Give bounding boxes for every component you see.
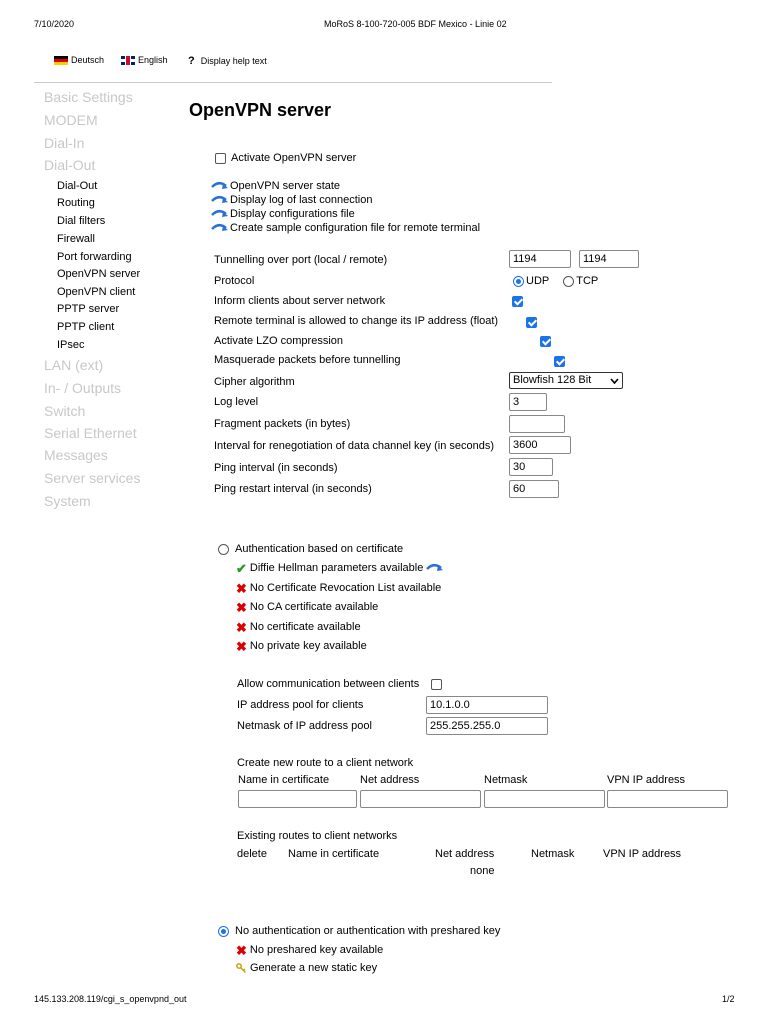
cipher-select-value: Blowfish 128 Bit (513, 374, 592, 386)
nav-sub-pptp-server[interactable]: PPTP server (57, 303, 120, 315)
cipher-select[interactable] (509, 372, 623, 389)
existing-routes-empty: none (470, 865, 495, 877)
existing-col-delete: delete (237, 848, 267, 860)
log-level-input[interactable]: 3 (509, 393, 547, 411)
generate-key-link[interactable] (236, 962, 377, 974)
ip-pool-input[interactable]: 10.1.0.0 (426, 696, 548, 714)
status-cert (236, 621, 361, 633)
nav-sub-routing[interactable]: Routing (57, 197, 95, 209)
generate-key-label: Generate a new static key (250, 962, 378, 974)
status-ca (236, 601, 378, 613)
ping-label: Ping interval (in seconds) (214, 462, 338, 474)
netmask-input[interactable]: 255.255.255.0 (426, 717, 548, 735)
activate-openvpn-label: Activate OpenVPN server (231, 152, 357, 164)
ping-restart-label: Ping restart interval (in seconds) (214, 483, 372, 495)
status-cert-text: No certificate available (249, 621, 361, 633)
link-display-log-label: Display log of last connection (230, 194, 373, 206)
new-route-col-net: Net address (360, 774, 420, 786)
cipher-label: Cipher algorithm (214, 376, 295, 388)
status-crl-text: No Certificate Revocation List available (249, 582, 442, 594)
ping-input[interactable]: 30 (509, 458, 553, 476)
inform-clients-label: Inform clients about server network (214, 295, 386, 307)
nav-server-services[interactable]: Server services (44, 470, 141, 486)
new-route-netmask-input[interactable] (484, 790, 605, 808)
masquerade-label: Masquerade packets before tunnelling (214, 354, 401, 366)
new-route-col-name: Name in certificate (238, 774, 330, 786)
new-route-title: Create new route to a client network (237, 757, 414, 769)
new-route-col-netmask: Netmask (484, 774, 528, 786)
link-create-sample-label: Create sample configuration file for remote terminal (230, 222, 481, 234)
netmask-label: Netmask of IP address pool (237, 720, 372, 732)
cross-icon: ✖ (236, 619, 247, 635)
new-route-vpn-ip-input[interactable] (607, 790, 728, 808)
protocol-udp-radio[interactable] (513, 276, 524, 287)
blue-arrow-icon (211, 195, 229, 205)
help-link[interactable] (188, 55, 267, 67)
nav-sub-dial-out[interactable]: Dial-Out (57, 180, 98, 192)
status-dh (236, 562, 444, 574)
print-page-number: 1/2 (722, 994, 735, 1004)
status-ca-text: No CA certificate available (249, 601, 379, 613)
protocol-udp-label: UDP (526, 275, 550, 287)
new-route-name-input[interactable] (238, 790, 357, 808)
nav-system[interactable]: System (44, 493, 91, 509)
nav-sub-pptp-client[interactable]: PPTP client (57, 321, 115, 333)
renegotiation-input[interactable]: 3600 (509, 436, 571, 454)
nav-dial-out[interactable]: Dial-Out (44, 157, 96, 173)
protocol-label: Protocol (214, 275, 255, 287)
ip-pool-label: IP address pool for clients (237, 699, 364, 711)
nav-lan-ext[interactable]: LAN (ext) (44, 357, 104, 373)
nav-switch[interactable]: Switch (44, 403, 86, 419)
ping-restart-input[interactable]: 60 (509, 480, 559, 498)
existing-col-netmask: Netmask (531, 848, 575, 860)
print-title: MoRoS 8-100-720-005 BDF Mexico - Linie 02 (324, 19, 507, 29)
blue-arrow-icon (211, 223, 229, 233)
protocol-tcp-label: TCP (576, 275, 599, 287)
lzo-checkbox[interactable] (540, 336, 551, 347)
cross-icon: ✖ (236, 942, 247, 958)
key-icon (236, 963, 247, 974)
nav-sub-firewall[interactable]: Firewall (57, 233, 95, 245)
link-server-state-label: OpenVPN server state (230, 180, 341, 192)
cross-icon: ✖ (236, 638, 247, 654)
blue-arrow-icon[interactable] (426, 563, 444, 573)
nav-basic-settings[interactable]: Basic Settings (44, 89, 133, 105)
psk-auth-label: No authentication or authentication with preshared key (235, 925, 501, 937)
nav-sub-port-forwarding[interactable]: Port forwarding (57, 251, 132, 263)
lang-english-link[interactable] (121, 55, 168, 65)
masquerade-checkbox[interactable] (554, 356, 565, 367)
nav-in-outputs[interactable]: In- / Outputs (44, 380, 122, 396)
cert-auth-radio[interactable] (218, 544, 229, 555)
lang-deutsch-label: Deutsch (71, 55, 105, 65)
status-psk-text: No preshared key available (249, 944, 384, 956)
cross-icon: ✖ (236, 599, 247, 615)
lang-english-label: English (138, 55, 168, 65)
fragment-label: Fragment packets (in bytes) (214, 418, 351, 430)
print-url: 145.133.208.119/cgi_s_openvpnd_out (34, 994, 187, 1004)
tunnel-port-remote-input[interactable]: 1194 (579, 250, 639, 268)
inform-clients-checkbox[interactable] (512, 296, 523, 307)
nav-sub-openvpn-server[interactable]: OpenVPN server (57, 268, 141, 280)
chevron-down-icon (610, 378, 619, 384)
existing-col-name: Name in certificate (288, 848, 380, 860)
activate-openvpn-checkbox[interactable] (215, 153, 226, 164)
help-icon: ? (188, 55, 195, 67)
status-dh-text: Diffie Hellman parameters available (249, 562, 424, 574)
existing-col-vpn-ip: VPN IP address (603, 848, 682, 860)
status-psk (236, 944, 383, 956)
help-label: Display help text (200, 56, 267, 66)
renegotiation-label: Interval for renegotiation of data channel key (in seconds) (214, 440, 495, 452)
link-display-config[interactable] (211, 208, 355, 220)
lzo-label: Activate LZO compression (214, 335, 343, 347)
nav-dial-in[interactable]: Dial-In (44, 135, 85, 151)
log-level-label: Log level (214, 396, 259, 408)
link-create-sample[interactable] (211, 222, 480, 234)
print-date: 7/10/2020 (34, 19, 75, 29)
tunnel-port-label: Tunnelling over port (local / remote) (214, 254, 388, 266)
float-checkbox[interactable] (526, 317, 537, 328)
status-crl (236, 582, 441, 594)
german-flag-icon (54, 56, 68, 65)
status-key-text: No private key available (249, 640, 367, 652)
existing-routes-title: Existing routes to client networks (237, 830, 398, 842)
float-label: Remote terminal is allowed to change its IP address (float) (214, 315, 499, 327)
tunnel-port-local-input[interactable]: 1194 (509, 250, 571, 268)
nav-modem[interactable]: MODEM (44, 112, 98, 128)
link-display-config-label: Display configurations file (230, 208, 355, 220)
blue-arrow-icon (211, 181, 229, 191)
cert-auth-label: Authentication based on certificate (235, 543, 404, 555)
new-route-net-input[interactable] (360, 790, 481, 808)
page-title: OpenVPN server (189, 100, 332, 120)
link-server-state[interactable] (211, 180, 340, 192)
existing-col-net: Net address (435, 848, 495, 860)
nav-sub-openvpn-client[interactable]: OpenVPN client (57, 286, 136, 298)
status-key (236, 640, 367, 652)
nav-messages[interactable]: Messages (44, 447, 108, 463)
fragment-input[interactable] (509, 415, 565, 433)
nav-serial-ethernet[interactable]: Serial Ethernet (44, 425, 137, 441)
protocol-tcp-radio[interactable] (563, 276, 574, 287)
link-display-log[interactable] (211, 194, 372, 206)
lang-deutsch-link[interactable] (54, 55, 104, 65)
check-icon: ✔ (236, 560, 247, 576)
toolbar-divider (34, 82, 552, 83)
new-route-col-vpn-ip: VPN IP address (607, 774, 686, 786)
blue-arrow-icon (211, 209, 229, 219)
nav-sub-dial-filters[interactable]: Dial filters (57, 215, 106, 227)
psk-auth-radio[interactable] (218, 926, 229, 937)
nav-sub-ipsec[interactable]: IPsec (57, 339, 85, 351)
allow-comm-checkbox[interactable] (431, 679, 442, 690)
cross-icon: ✖ (236, 580, 247, 596)
uk-flag-icon (121, 56, 135, 65)
allow-comm-label: Allow communication between clients (237, 678, 420, 690)
